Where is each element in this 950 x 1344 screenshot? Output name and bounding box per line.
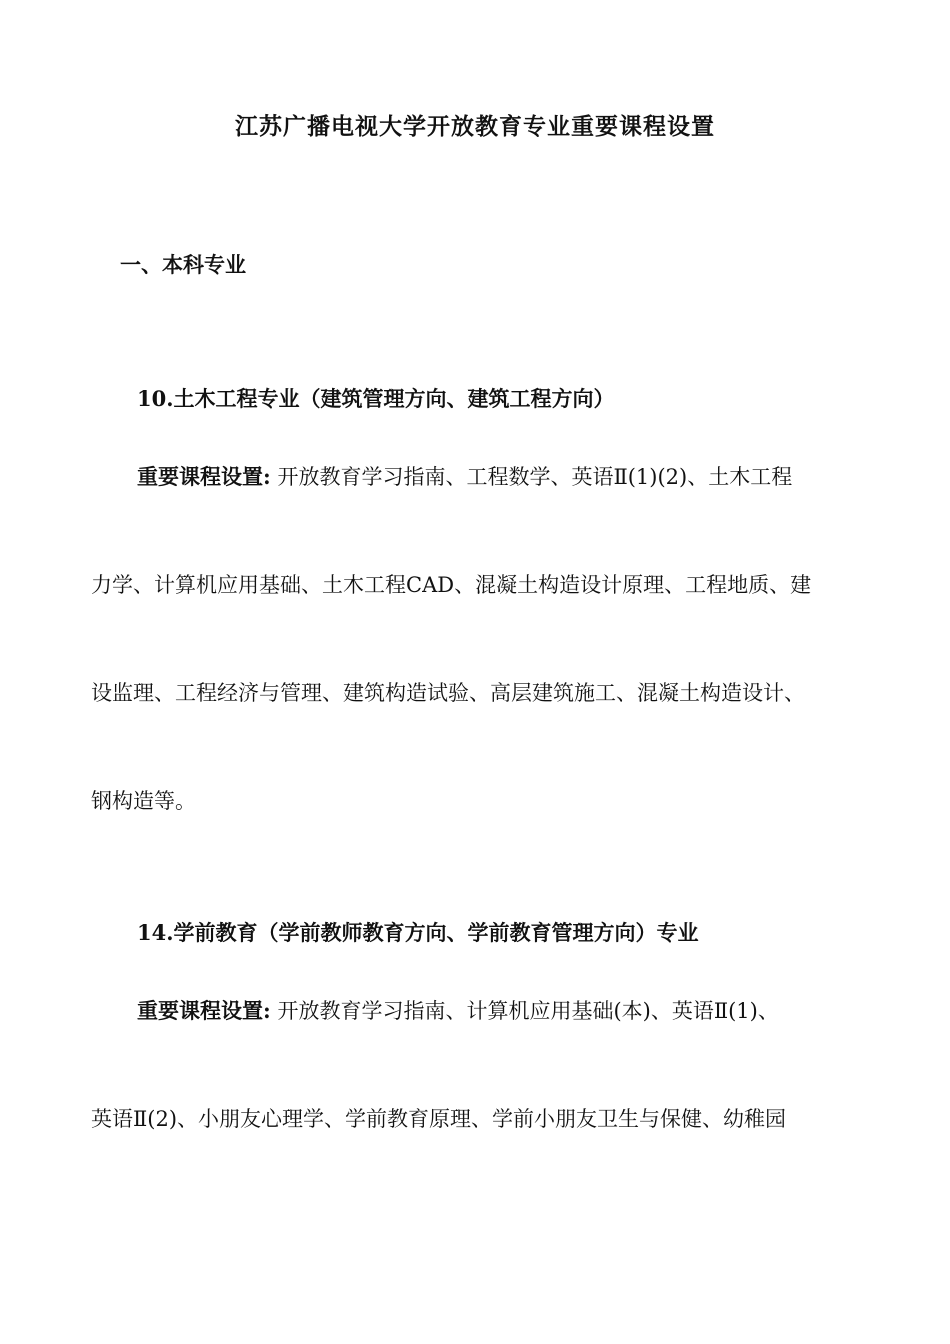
major-heading-civil: 10.土木工程专业（建筑管理方向、建筑工程方向） [137,386,615,411]
course-text: 开放教育学习指南、计算机应用基础(本)、英语Ⅱ(1)、 [277,999,779,1023]
paragraph-line [137,463,792,491]
course-text: 开放教育学习指南、工程数学、英语Ⅱ(1)(2)、土木工程 [277,465,793,489]
paragraph-line: 力学、计算机应用基础、土木工程CAD、混凝土构造设计原理、工程地质、建 [91,573,812,597]
course-label: 重要课程设置: [137,998,271,1023]
course-label: 重要课程设置: [137,464,271,489]
section-heading: 一、本科专业 [120,252,246,277]
document-title: 江苏广播电视大学开放教育专业重要课程设置 [235,113,715,140]
paragraph-line: 钢构造等。 [91,789,196,813]
paragraph-line [137,997,779,1025]
paragraph-line: 设监理、工程经济与管理、建筑构造试验、高层建筑施工、混凝土构造设计、 [91,681,805,705]
major-heading-preschool: 14.学前教育（学前教师教育方向、学前教育管理方向）专业 [137,920,699,945]
paragraph-line: 英语Ⅱ(2)、小朋友心理学、学前教育原理、学前小朋友卫生与保健、幼稚园 [91,1107,787,1131]
